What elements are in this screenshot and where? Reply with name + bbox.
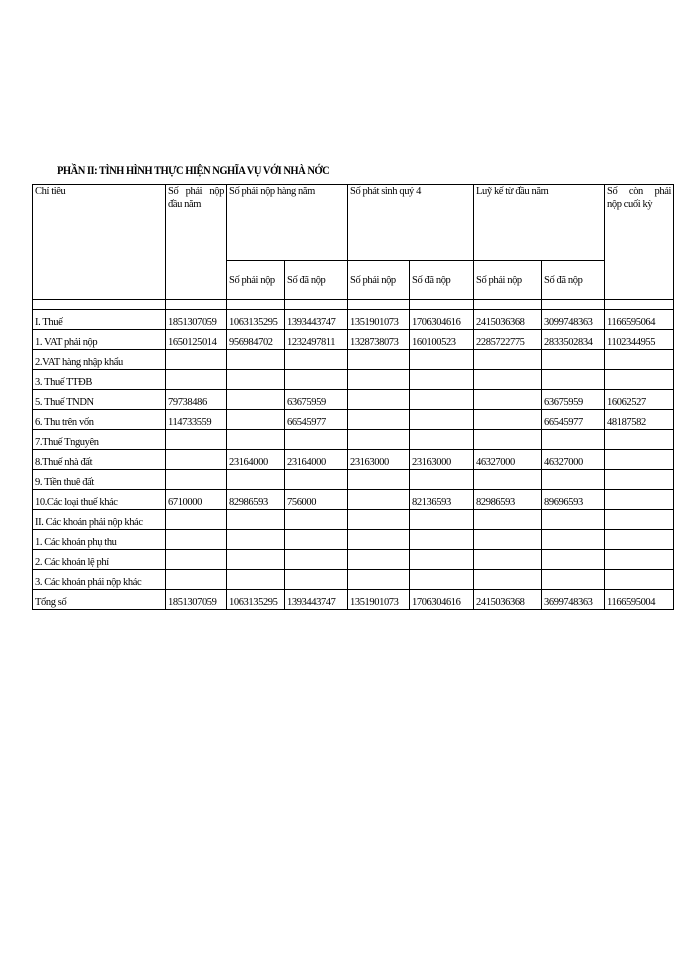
row-label: 5. Thuế TNDN	[33, 390, 166, 410]
cell	[542, 430, 605, 450]
subheader-phai-nop: Số phải nộp	[474, 261, 542, 300]
cell	[605, 510, 674, 530]
cell	[410, 470, 474, 490]
table-row	[33, 390, 674, 410]
cell	[285, 350, 348, 370]
cell	[605, 370, 674, 390]
table-row	[33, 350, 674, 370]
cell	[474, 390, 542, 410]
cell	[542, 530, 605, 550]
cell: 1063135295	[227, 310, 285, 330]
cell	[542, 470, 605, 490]
cell	[542, 350, 605, 370]
cell: 1232497811	[285, 330, 348, 350]
cell	[474, 370, 542, 390]
row-label: 1. Các khoản phụ thu	[33, 530, 166, 550]
cell: 82986593	[474, 490, 542, 510]
table-row	[33, 570, 674, 590]
spacer-cell	[227, 300, 285, 310]
cell	[227, 390, 285, 410]
cell	[227, 530, 285, 550]
cell	[410, 350, 474, 370]
cell: 48187582	[605, 410, 674, 430]
header-con-phai-line1: Số còn phải	[607, 186, 672, 197]
cell	[605, 550, 674, 570]
cell	[166, 530, 227, 550]
cell: 46327000	[474, 450, 542, 470]
table-row	[33, 310, 674, 330]
spacer-cell	[348, 300, 410, 310]
cell	[542, 550, 605, 570]
table-row	[33, 430, 674, 450]
cell	[474, 550, 542, 570]
cell	[542, 510, 605, 530]
cell: 23163000	[348, 450, 410, 470]
row-label: 8.Thuế nhà đất	[33, 450, 166, 470]
cell	[474, 530, 542, 550]
cell	[285, 370, 348, 390]
row-label: 2. Các khoản lệ phí	[33, 550, 166, 570]
spacer-cell	[33, 300, 166, 310]
cell	[285, 470, 348, 490]
cell: 6710000	[166, 490, 227, 510]
cell: 66545977	[542, 410, 605, 430]
row-label: II. Các khoản phải nộp khác	[33, 510, 166, 530]
cell	[474, 570, 542, 590]
cell	[166, 510, 227, 530]
cell: 1102344955	[605, 330, 674, 350]
subheader-da-nop: Số đã nộp	[410, 261, 474, 300]
cell: 23164000	[285, 450, 348, 470]
cell	[410, 410, 474, 430]
cell: 63675959	[542, 390, 605, 410]
cell	[605, 450, 674, 470]
cell: 46327000	[542, 450, 605, 470]
cell	[285, 430, 348, 450]
cell: 1851307059	[166, 310, 227, 330]
cell	[410, 370, 474, 390]
cell: 2285722775	[474, 330, 542, 350]
cell: 160100523	[410, 330, 474, 350]
cell: 89696593	[542, 490, 605, 510]
row-label: I. Thuế	[33, 310, 166, 330]
header-chi-tieu: Chỉ tiêu	[33, 185, 166, 300]
cell: 114733559	[166, 410, 227, 430]
subheader-da-nop: Số đã nộp	[542, 261, 605, 300]
cell	[410, 550, 474, 570]
row-label: 2.VAT hàng nhập khẩu	[33, 350, 166, 370]
cell	[410, 390, 474, 410]
cell: 1166595064	[605, 310, 674, 330]
cell: 1706304616	[410, 310, 474, 330]
header-luy-ke: Luỹ kế từ đầu năm	[474, 185, 605, 261]
cell	[348, 550, 410, 570]
cell	[166, 350, 227, 370]
spacer-cell	[605, 300, 674, 310]
cell	[348, 390, 410, 410]
cell	[474, 510, 542, 530]
cell	[410, 510, 474, 530]
table-row	[33, 330, 674, 350]
table-row	[33, 450, 674, 470]
header-dau-nam-line1: Số phải nộp	[168, 186, 224, 197]
cell	[227, 550, 285, 570]
table-row	[33, 550, 674, 570]
cell: 1393443747	[285, 310, 348, 330]
cell	[542, 370, 605, 390]
cell	[348, 470, 410, 490]
cell: 3099748363	[542, 310, 605, 330]
page-title: PHẦN II: TÌNH HÌNH THỰC HIỆN NGHĨA VỤ VỚI NHÀ NỚC	[57, 163, 330, 177]
cell	[285, 510, 348, 530]
cell: 79738486	[166, 390, 227, 410]
subheader-phai-nop: Số phải nộp	[348, 261, 410, 300]
cell	[227, 570, 285, 590]
cell	[227, 510, 285, 530]
obligations-table	[32, 184, 674, 610]
cell: 1063135295	[227, 590, 285, 610]
subheader-da-nop: Số đã nộp	[285, 261, 348, 300]
header-dau-nam-line2: đầu năm	[168, 199, 202, 210]
row-label: 7.Thuế Tnguyên	[33, 430, 166, 450]
header-hang-nam: Số phải nộp hàng năm	[227, 185, 348, 261]
header-dau-nam	[166, 185, 227, 300]
table-row	[33, 510, 674, 530]
subheader-phai-nop: Số phải nộp	[227, 261, 285, 300]
row-label: 9. Tiền thuê đất	[33, 470, 166, 490]
cell	[227, 410, 285, 430]
table-row	[33, 410, 674, 430]
cell: 1393443747	[285, 590, 348, 610]
cell	[605, 490, 674, 510]
cell: 956984702	[227, 330, 285, 350]
cell	[166, 450, 227, 470]
cell: 63675959	[285, 390, 348, 410]
cell	[227, 470, 285, 490]
cell	[166, 570, 227, 590]
cell	[166, 370, 227, 390]
spacer-cell	[410, 300, 474, 310]
cell	[542, 570, 605, 590]
cell	[410, 430, 474, 450]
cell: 23164000	[227, 450, 285, 470]
cell: 2415036368	[474, 310, 542, 330]
cell: 82986593	[227, 490, 285, 510]
cell: 1351901073	[348, 590, 410, 610]
cell: 1706304616	[410, 590, 474, 610]
cell	[348, 530, 410, 550]
cell: 2833502834	[542, 330, 605, 350]
cell	[166, 550, 227, 570]
table-row	[33, 370, 674, 390]
cell: 16062527	[605, 390, 674, 410]
cell: 66545977	[285, 410, 348, 430]
cell: 82136593	[410, 490, 474, 510]
cell: 1851307059	[166, 590, 227, 610]
cell	[605, 570, 674, 590]
cell	[605, 430, 674, 450]
spacer-cell	[542, 300, 605, 310]
header-con-phai-line2: nộp cuối kỳ	[607, 199, 653, 210]
cell	[474, 430, 542, 450]
cell	[605, 530, 674, 550]
table-row-total	[33, 590, 674, 610]
cell	[605, 350, 674, 370]
cell	[410, 530, 474, 550]
cell	[348, 490, 410, 510]
spacer-cell	[474, 300, 542, 310]
cell	[348, 510, 410, 530]
cell: 3699748363	[542, 590, 605, 610]
cell	[348, 430, 410, 450]
table-row	[33, 470, 674, 490]
cell	[605, 470, 674, 490]
cell	[348, 570, 410, 590]
table-row	[33, 490, 674, 510]
cell	[285, 530, 348, 550]
cell	[227, 430, 285, 450]
table-row	[33, 530, 674, 550]
cell	[474, 470, 542, 490]
spacer-cell	[166, 300, 227, 310]
row-label: 6. Thu trên vốn	[33, 410, 166, 430]
cell	[285, 550, 348, 570]
cell	[166, 430, 227, 450]
cell	[348, 370, 410, 390]
cell	[474, 350, 542, 370]
row-label: 3. Thuế TTĐB	[33, 370, 166, 390]
cell	[410, 570, 474, 590]
cell: 1166595004	[605, 590, 674, 610]
row-label: 3. Các khoản phải nộp khác	[33, 570, 166, 590]
row-label: 1. VAT phải nộp	[33, 330, 166, 350]
cell	[227, 370, 285, 390]
cell: 2415036368	[474, 590, 542, 610]
cell	[348, 410, 410, 430]
header-con-phai	[605, 185, 674, 300]
cell: 1650125014	[166, 330, 227, 350]
cell	[227, 350, 285, 370]
cell	[166, 470, 227, 490]
row-label: Tổng số	[33, 590, 166, 610]
cell	[285, 570, 348, 590]
cell: 1328738073	[348, 330, 410, 350]
row-label: 10.Các loại thuế khác	[33, 490, 166, 510]
cell	[474, 410, 542, 430]
cell: 1351901073	[348, 310, 410, 330]
cell: 23163000	[410, 450, 474, 470]
cell	[348, 350, 410, 370]
cell: 756000	[285, 490, 348, 510]
header-phat-sinh: Số phát sinh quý 4	[348, 185, 474, 261]
spacer-cell	[285, 300, 348, 310]
